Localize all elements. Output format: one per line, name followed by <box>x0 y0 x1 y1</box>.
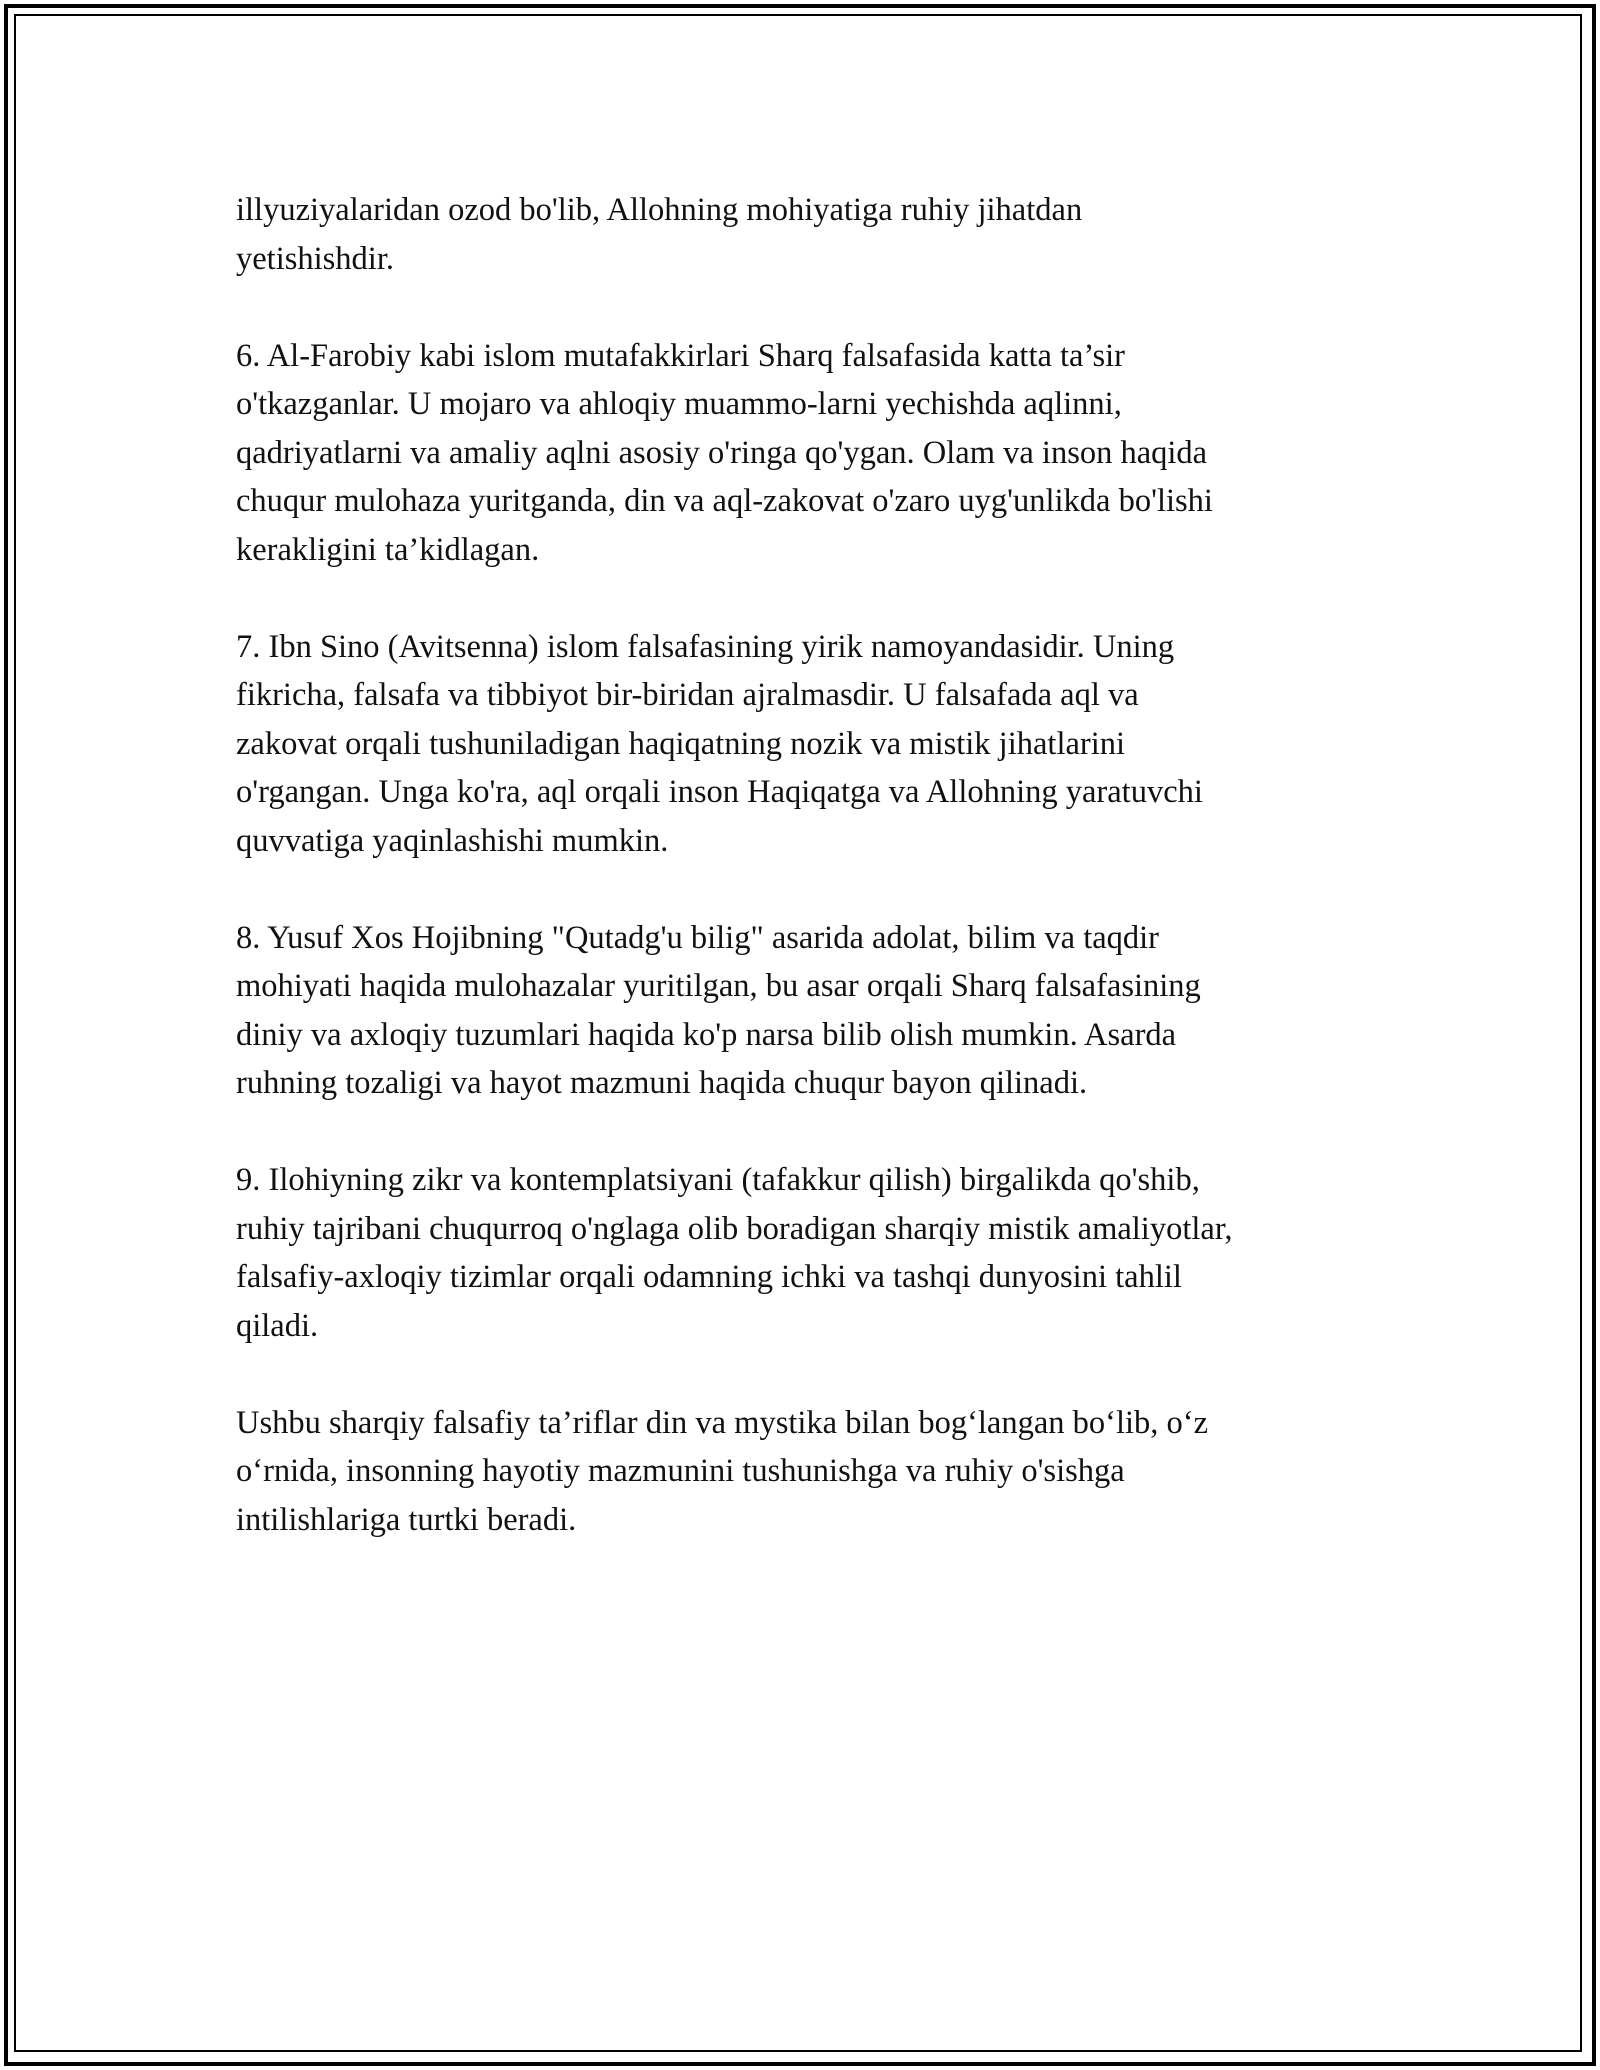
paragraph-item-6-al-farobiy: 6. Al-Farobiy kabi islom mutafakkirlari Sharq falsafasida katta ta’sir o'tkazganlar. U mojaro va ahloqiy muammo-larni yechishda aqlinni, qadriyatlarni va amaliy aqlni asosiy o'ringa qo'ygan. Olam va inson haqida chuqur mulohaza yuritganda, din va aql-zakovat o'zaro uyg'unlikda bo'lishi kerakligini ta’kidlagan. <box>236 337 1213 568</box>
paragraph-intro-continuation: illyuziyalaridan ozod bo'lib, Allohning mohiyatiga ruhiy jihatdan yetishishdir. <box>236 192 1083 277</box>
paragraph-item-7-ibn-sino: 7. Ibn Sino (Avitsenna) islom falsafasining yirik namoyandasidir. Uning fikricha, falsafa va tibbiyot bir-biridan ajralmasdir. U falsafada aql va zakovat orqali tushuniladigan haqiqatning nozik va mistik jihatlarini o'rgangan. Unga ko'ra, aql orqali inson Haqiqatga va Allohning yaratuvchi quvvatiga yaqinlashishi mumkin. <box>236 628 1203 859</box>
paragraph-item-8-yusuf-xos-hojib: 8. Yusuf Xos Hojibning "Qutadg'u bilig" asarida adolat, bilim va taqdir mohiyati haqida mulohazalar yuritilgan, bu asar orqali Sharq falsafasining diniy va axloqiy tuzumlari haqida ko'p narsa bilib olish mumkin. Asarda ruhning tozaligi va hayot mazmuni haqida chuqur bayon qilinadi. <box>236 919 1201 1101</box>
paragraph-item-9-ilohiy: 9. Ilohiyning zikr va kontemplatsiyani (tafakkur qilish) birgalikda qo'shib, ruhiy tajribani chuqurroq o'nglaga olib boradigan sharqiy mistik amaliyotlar, falsafiy-axloqiy tizimlar orqali odamning ichki va tashqi dunyosini tahlil qiladi. <box>236 1162 1233 1344</box>
paragraph-conclusion: Ushbu sharqiy falsafiy ta’riflar din va mystika bilan bog‘langan bo‘lib, o‘z o‘rnida, insonning hayotiy mazmunini tushunishga va ruhiy o'sishga intilishlariga turtki beradi. <box>236 1404 1209 1538</box>
document-body <box>236 186 1386 1544</box>
